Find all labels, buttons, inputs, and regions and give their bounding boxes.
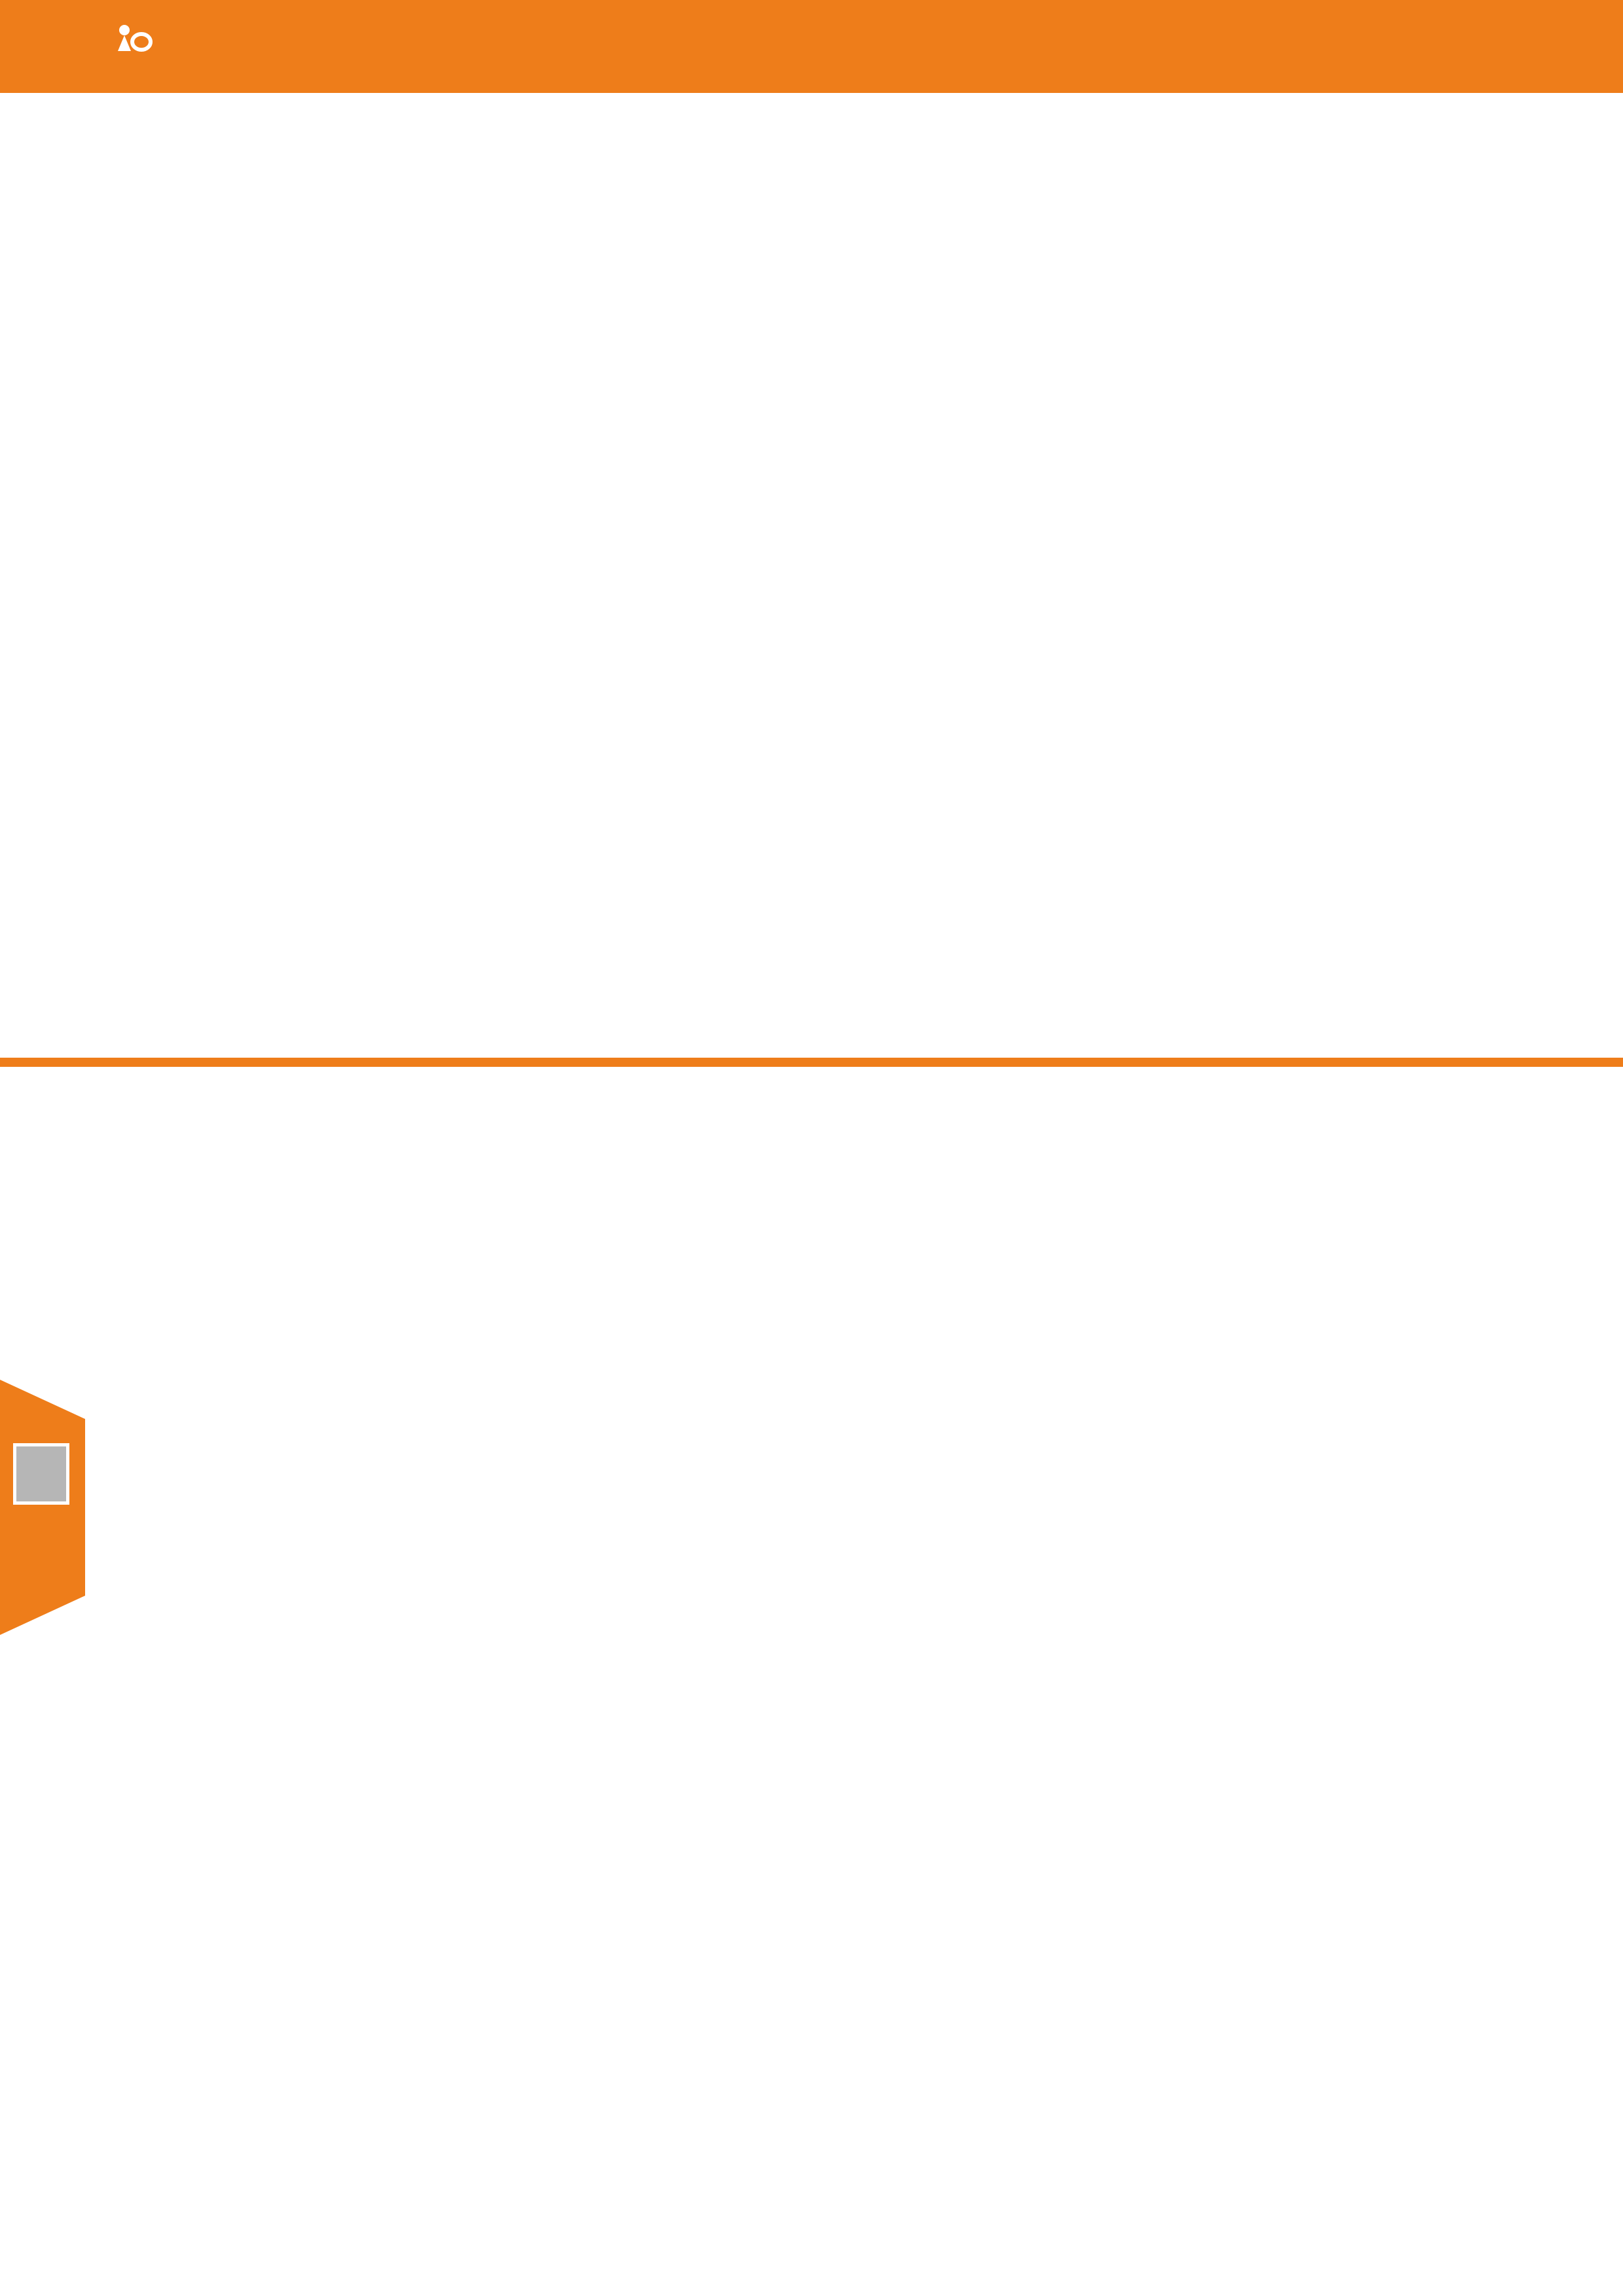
hoffmann-logo-icon (115, 22, 155, 52)
chapter-tab (0, 1380, 85, 1635)
brand-logo (115, 22, 165, 24)
drill-icon (13, 1443, 69, 1505)
section-separator (0, 1058, 1623, 1067)
header-bar (0, 0, 1623, 93)
